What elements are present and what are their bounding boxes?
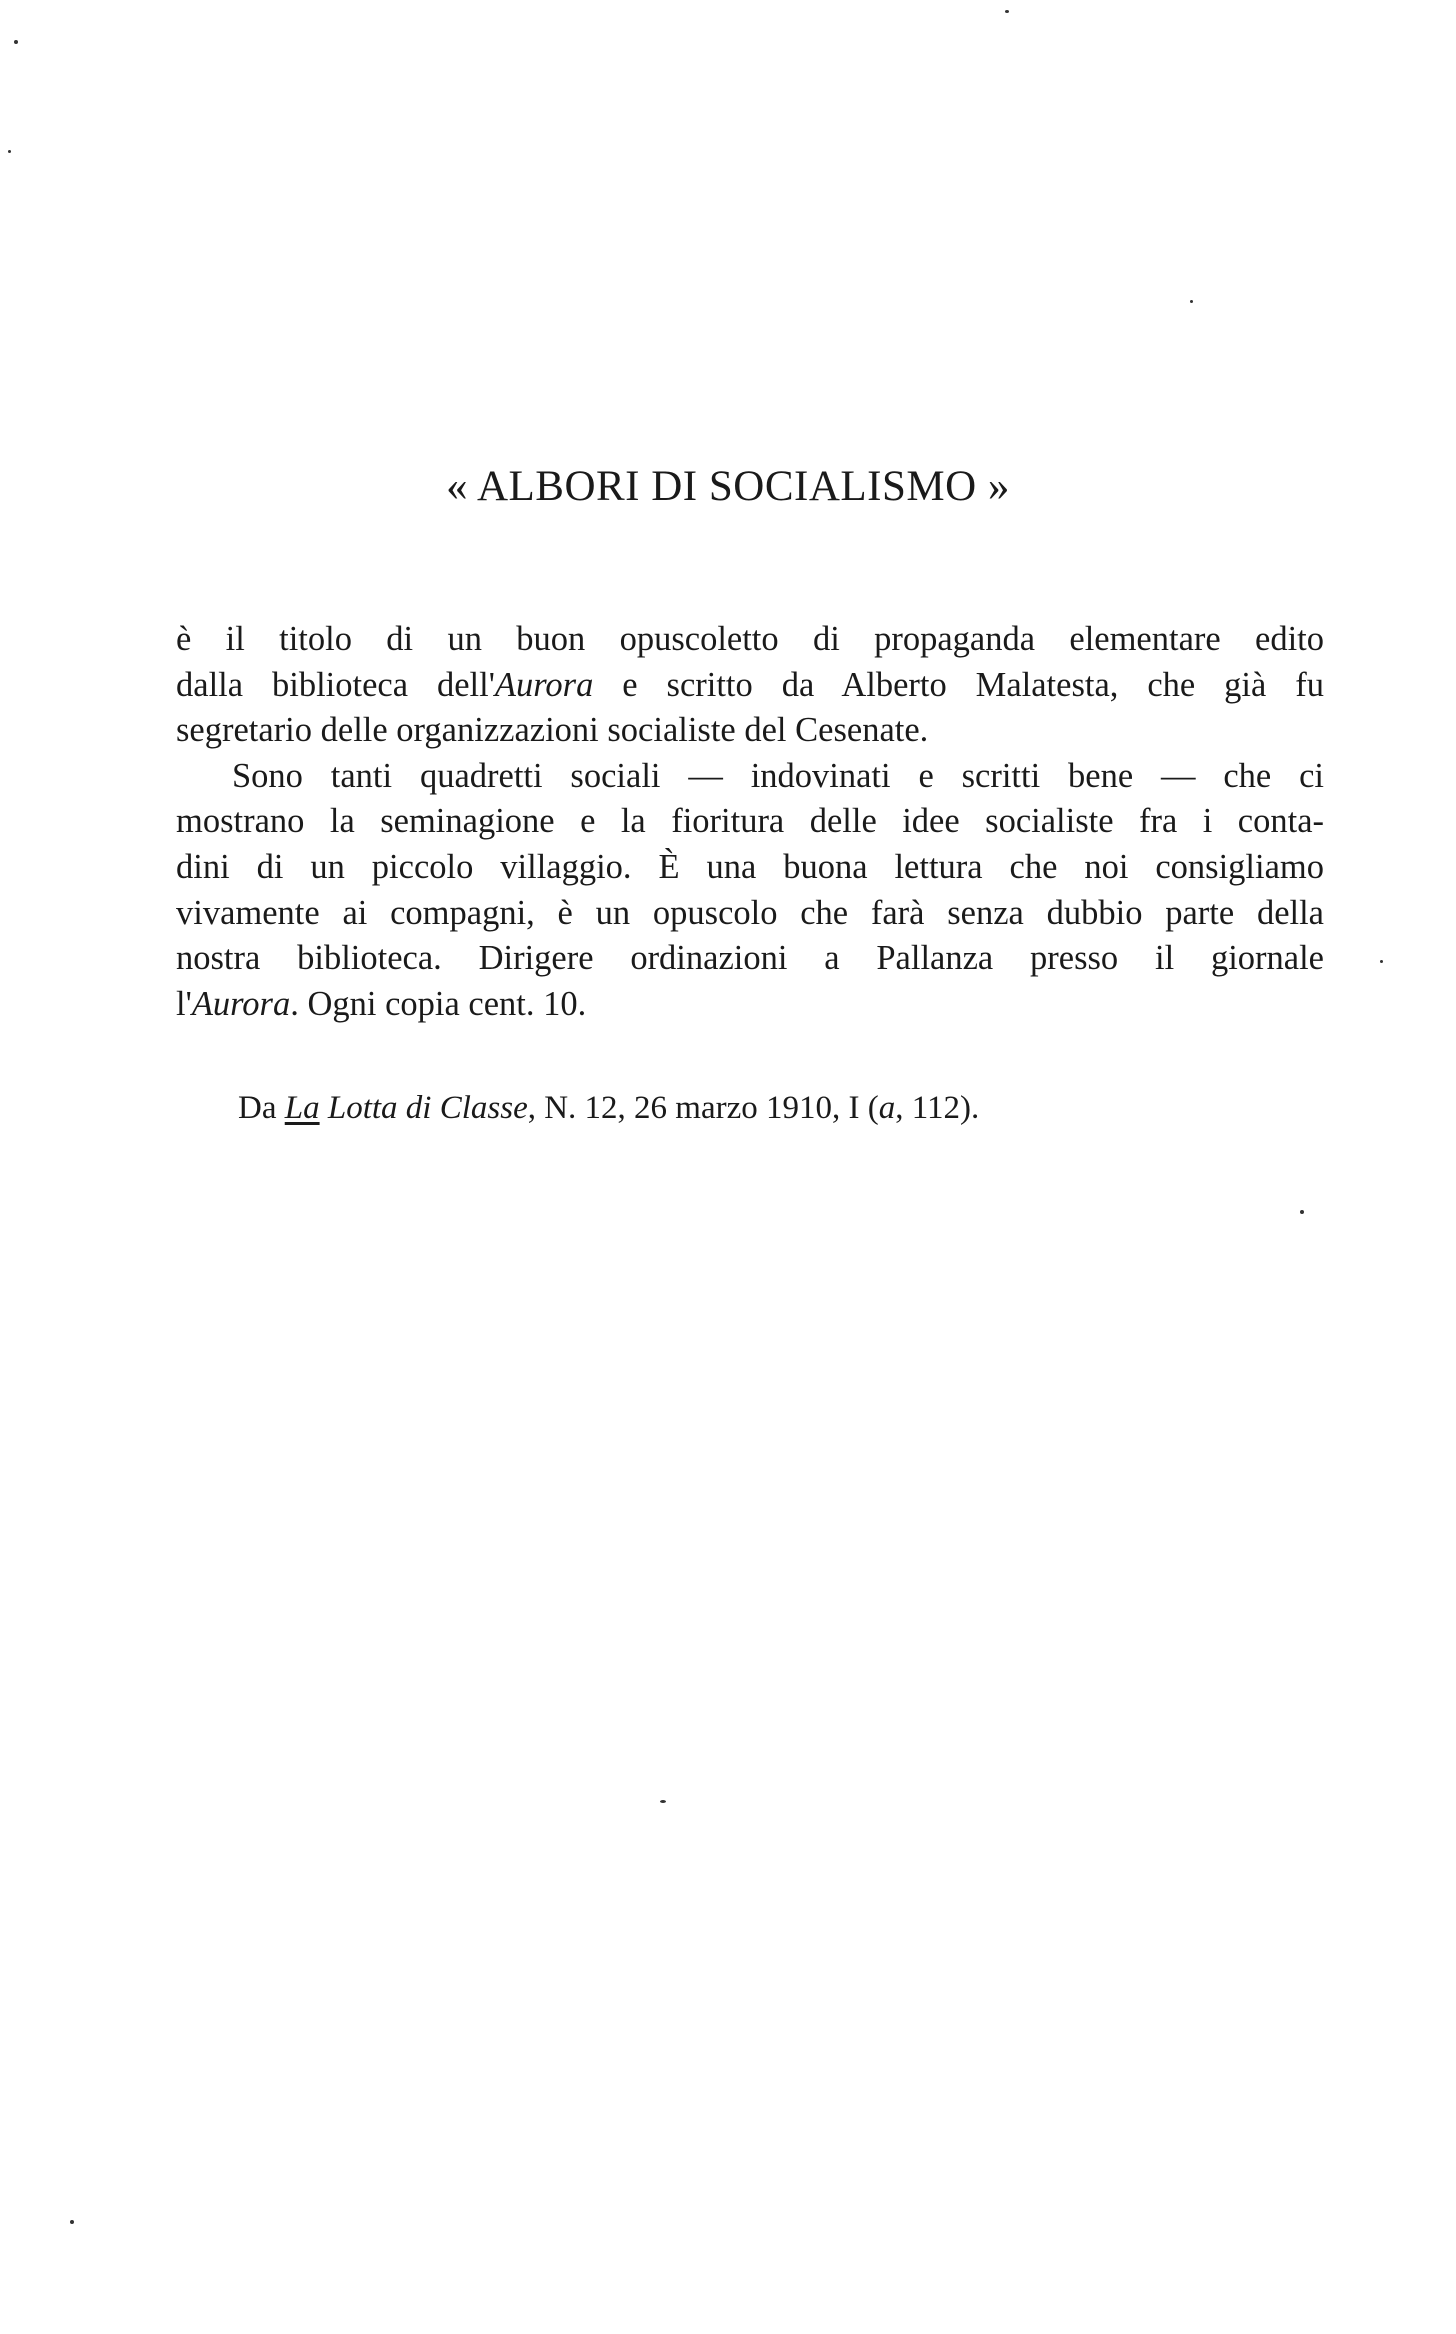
source-journal: La xyxy=(284,1090,320,1126)
scan-speck xyxy=(1005,10,1009,13)
text-line: è il titolo di un buon opuscoletto di propaganda elementare edito xyxy=(176,620,1324,658)
scan-speck xyxy=(14,40,18,44)
source-citation: Da La Lotta di Classe, N. 12, 26 marzo 1910, I (a, 112). xyxy=(238,1090,980,1126)
scan-speck xyxy=(70,2220,74,2224)
paragraph-2 xyxy=(176,754,1324,1028)
journal-name-aurora: Aurora xyxy=(191,984,291,1023)
article-body xyxy=(176,617,1324,1027)
paragraph-1 xyxy=(176,617,1324,754)
source-journal-name: Lotta di Classe xyxy=(319,1090,528,1126)
scan-speck xyxy=(1380,960,1383,963)
text-line: segretario delle organizzazioni socialiste del Cesenate. xyxy=(176,711,929,750)
page-title: « ALBORI DI SOCIALISMO » xyxy=(446,463,1010,510)
scan-speck xyxy=(660,1800,666,1803)
text-line: l'Aurora. Ogni copia cent. 10. xyxy=(176,984,587,1023)
scan-speck xyxy=(8,150,11,153)
text-line: mostrano la seminagione e la fioritura delle idee socialiste fra i conta- xyxy=(176,802,1324,841)
scan-speck xyxy=(1300,1210,1304,1214)
text-line: dini di un piccolo villaggio. È una buona lettura che noi consigliamo xyxy=(176,847,1324,886)
text-line: nostra biblioteca. Dirigere ordinazioni a Pallanza presso il giornale xyxy=(176,939,1324,978)
scan-speck xyxy=(1190,300,1193,303)
text-line: Sono tanti quadretti sociali — indovinati e scritti bene — che ci xyxy=(232,756,1324,795)
text-line: vivamente ai compagni, è un opuscolo che farà senza dubbio parte della xyxy=(176,893,1324,932)
text-line: dalla biblioteca dell'Aurora e scritto da Alberto Malatesta, che già fu xyxy=(176,665,1324,704)
journal-name-aurora: Aurora xyxy=(494,665,594,704)
